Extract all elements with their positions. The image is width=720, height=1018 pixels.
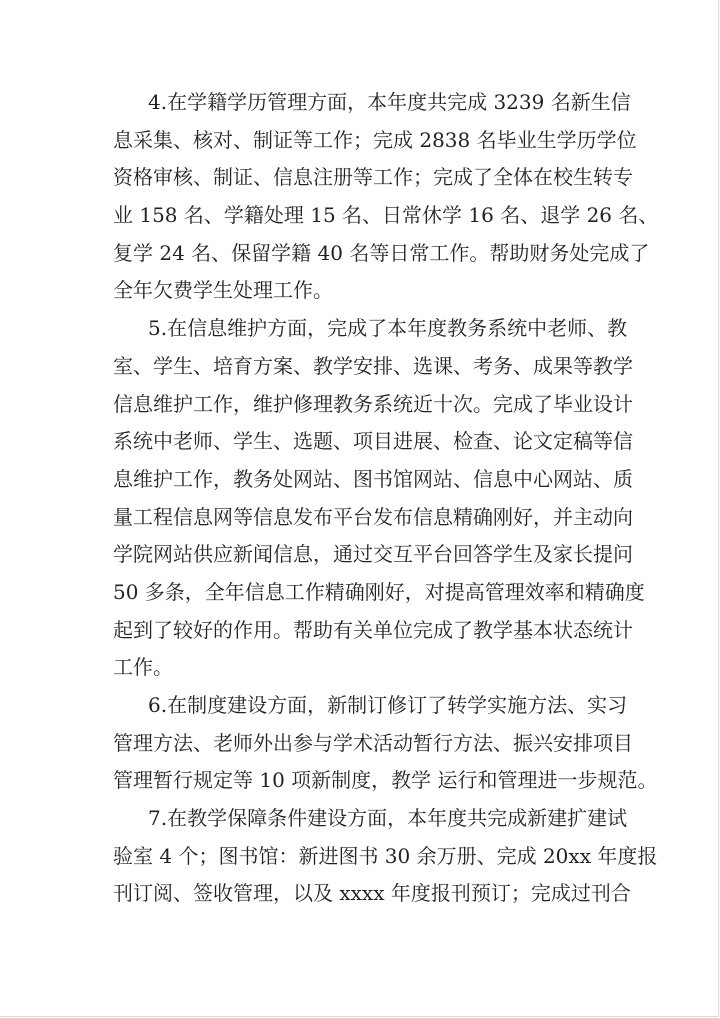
- text-line: 学院网站供应新闻信息，通过交互平台回答学生及家长提问: [113, 542, 633, 567]
- text-line: 室、学生、培育方案、教学安排、选课、考务、成果等教学: [113, 353, 633, 378]
- text-line: 刊订阅、签收管理，以及 xxxx 年度报刊预订；完成过刊合: [113, 881, 631, 906]
- text-line: 系统中老师、学生、选题、项目进展、检查、论文定稿等信: [113, 429, 633, 454]
- text-line: 管理暂行规定等 10 项新制度，教学 运行和管理进一步规范。: [113, 768, 658, 793]
- text-line: 6.在制度建设方面，新制订修订了转学实施方法、实习: [148, 693, 628, 717]
- paragraph-student-records: [113, 84, 659, 310]
- paragraph-information-maintenance: [113, 310, 645, 687]
- text-line: 全年欠费学生处理工作。: [113, 278, 333, 303]
- text-line: 量工程信息网等信息发布平台发布信息精确刚好，并主动向: [113, 504, 633, 529]
- text-line: 信息维护工作，维护修理教务系统近十次。完成了毕业设计: [113, 391, 633, 416]
- text-line: 管理方法、老师外出参与学术活动暂行方法、振兴安排项目: [113, 730, 633, 755]
- text-line: 5.在信息维护方面，完成了本年度教务系统中老师、教: [148, 316, 628, 341]
- text-line: 验室 4 个；图书馆：新进图书 30 余万册、完成 20xx 年度报: [113, 843, 658, 868]
- document-body: [113, 84, 659, 913]
- paragraph-teaching-support: [113, 800, 658, 913]
- text-line: 复学 24 名、保留学籍 40 名等日常工作。帮助财务处完成了: [113, 240, 650, 265]
- text-line: 50 多条，全年信息工作精确刚好，对提高管理效率和精确度: [113, 579, 645, 604]
- text-line: 4.在学籍学历管理方面，本年度共完成 3239 名新生信: [148, 90, 631, 114]
- text-line: 业 158 名、学籍处理 15 名、日常休学 16 名、退学 26 名、: [113, 203, 659, 228]
- text-line: 息采集、核对、制证等工作；完成 2838 名毕业生学历学位: [113, 127, 637, 152]
- text-line: 工作。: [113, 655, 173, 680]
- text-line: 7.在教学保障条件建设方面，本年度共完成新建扩建试: [148, 806, 628, 831]
- paragraph-system-construction: [113, 687, 658, 800]
- text-line: 息维护工作，教务处网站、图书馆网站、信息中心网站、质: [113, 466, 633, 491]
- text-line: 资格审核、制证、信息注册等工作；完成了全体在校生转专: [113, 165, 633, 190]
- text-line: 起到了较好的作用。帮助有关单位完成了教学基本状态统计: [113, 617, 633, 642]
